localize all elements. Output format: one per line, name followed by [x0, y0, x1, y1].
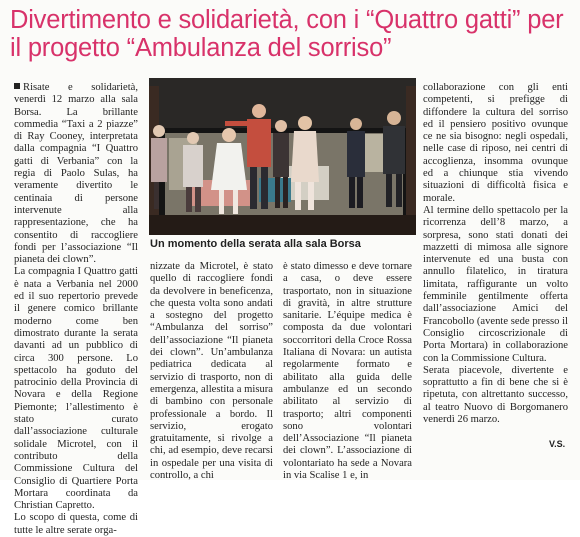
- article-headline: Divertimento e solidarietà, con i “Quattro gatti” per il progetto “Ambulanza del sorriso”: [10, 6, 564, 62]
- column-4-paragraph-3: Serata piacevole, divertente e soprattutto a fin di bene che si è ripetuta, con altrettanto successo, al teatro Nuovo di Borgomanero venerdì 26 marzo.: [423, 364, 568, 426]
- article-column-4: [423, 82, 568, 426]
- column-2-paragraph-1: nizzate da Microtel, è stato quello di raccogliere fondi da devolvere in beneficenza, che questa volta sono andati a sostegno del progetto “Ambulanza del sorriso” dell’associazione “Il pianeta dei clown”. Un’ambulanza pediatrica dedicata al servizio di trasporto, non di emergenza, allestita a misura di bambino con personale professionale a bordo. Il servizio, erogato gratuitamente, si rivolge a chi, ad esempio, deve recarsi in ospedale per una visita di controllo, a chi: [150, 261, 273, 482]
- author-signature: V.S.: [549, 439, 566, 449]
- column-3-paragraph-1: è stato dimesso e deve tornare a casa, o deve essere trasportato, non in situazione di gravità, in altre strutture sanitarie. L’équipe medica è composta da due volontari soccorritori della Croce Rossa Italiana di Novara: un autista regolarmente formato e abilitato alla guida delle ambulanze ed un secondo abilitato al servizio di trasporto; altri componenti sono volontari dell’Associazione “Il pianeta dei clown”. L’associazione di volontariato ha sede a Novara in via Scalise 1 e, in: [283, 261, 412, 482]
- column-4-paragraph-1: collaborazione con gli enti competenti, si prefigge di diffondere la cultura del sorriso ed il pensiero positivo ovunque ce ne sia bisogno: negli ospedali, nelle case di riposo, nei centri di accoglienza, insomma ovunque ed a chiunque stia vivendo situazioni di difficoltà fisica e morale.: [423, 82, 568, 204]
- theater-photo: [149, 78, 416, 235]
- bullet-square-icon: [14, 83, 20, 89]
- photo-caption: Un momento della serata alla sala Borsa: [150, 238, 361, 250]
- article-column-1: [14, 82, 138, 537]
- column-1-paragraph-1-text: Risate e solidarietà, venerdì 12 marzo alla sala Borsa. La brillante commedia “Taxi a 2 piazze” di Ray Cooney, interpretata dalla compagnia “I Quattro gatti di Verbania” con la regia di Paolo Sulas, ha veramente divertito le centinaia di persone intervenute alla rappresentazione, che ha consentito di raccogliere fondi per l’associazione “Il pianeta dei clown”.: [14, 82, 138, 266]
- article-column-3: [283, 261, 412, 482]
- column-1-paragraph-2: La compagnia I Quattro gatti è nata a Verbania nel 2000 ed il suo repertorio prevede il genere comico brillante moderno come ben dimostrato durante la serata davanti ad un pubblico di circa 300 persone. Lo spettacolo ha goduto del patrocinio della Provincia di Novara e della Regione Piemonte; l’allestimento è stato curato dall’associazione culturale solidale Microtel, con il contributo della Commissione Cultura del Consiglio di Quartiere Porta Mortara coordinata da Christian Capretto.: [14, 266, 138, 512]
- column-1-paragraph-3: Lo scopo di questa, come di tutte le altre serate orga-: [14, 512, 138, 536]
- column-1-paragraph-1: [14, 82, 138, 266]
- article-column-2: [150, 261, 273, 482]
- column-4-paragraph-2: Al termine dello spettacolo per la ricorrenza dell’8 marzo, a sorpresa, sono stati donati dei mazzetti di mimosa alle signore intervenute ed una busta con annullo filatelico, in tiratura limitata, raffigurante un volto femminile gentilmente offerta dall’associazione Amici del Francobollo (avente sede presso il Consiglio circoscrizionale di Porta Mortara) in collaborazione con la Commissione Cultura.: [423, 204, 568, 364]
